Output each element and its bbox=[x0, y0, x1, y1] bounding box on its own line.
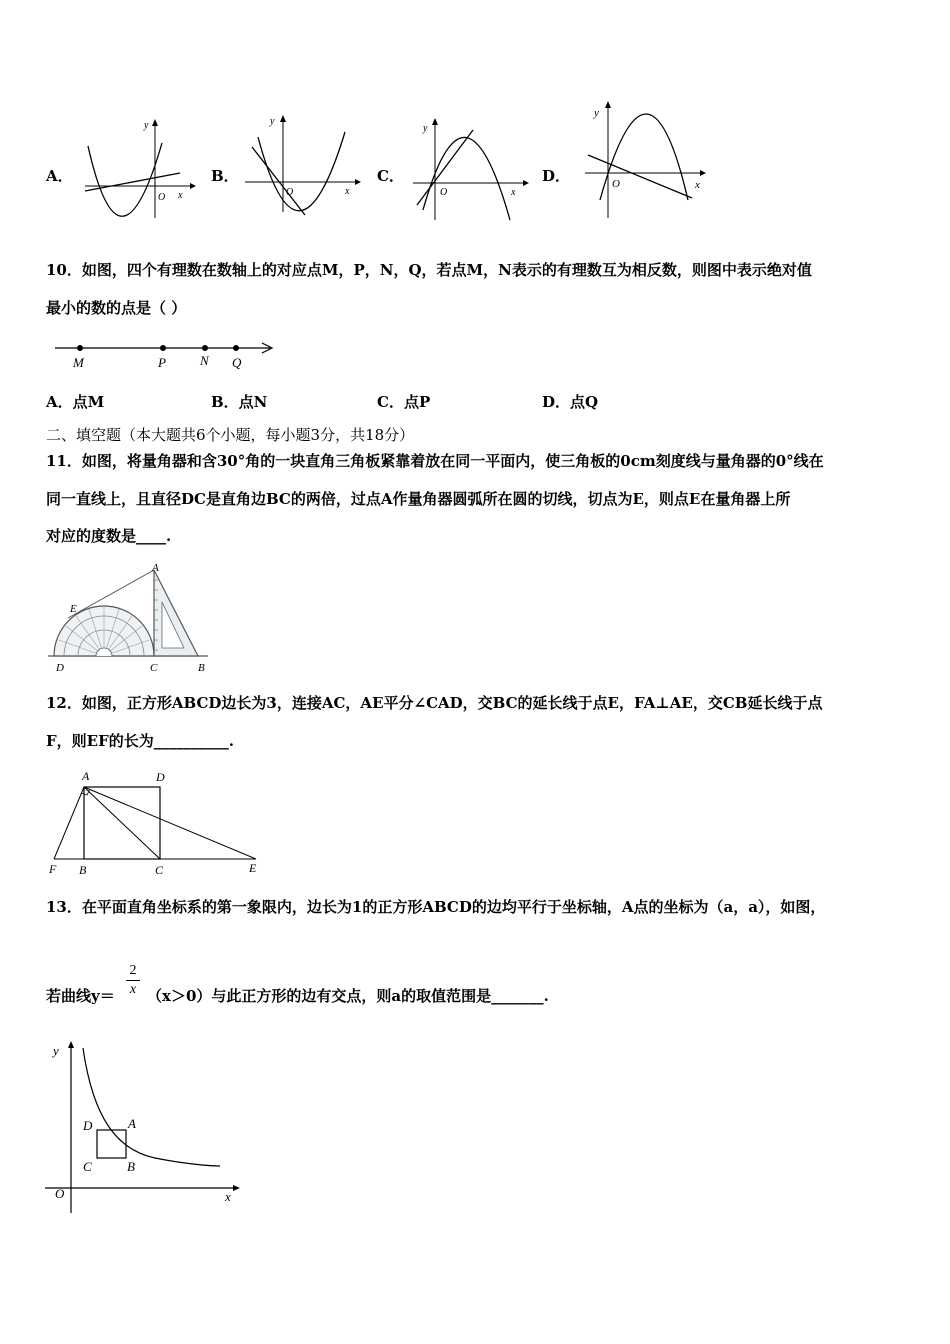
q9-c-y-label: y bbox=[423, 123, 428, 134]
q13-hyperbola-figure bbox=[45, 1038, 245, 1218]
q12-label-f: F bbox=[49, 862, 57, 876]
q10-label-p: P bbox=[158, 355, 166, 370]
q11-text-line3: 对应的度数是____. bbox=[46, 527, 172, 545]
q12-text-line2: F，则EF的长为__________. bbox=[46, 732, 234, 750]
q13-text-prefix: 若曲线y＝ bbox=[46, 987, 115, 1005]
q13-label-c: C bbox=[83, 1159, 92, 1174]
q10-text-line2: 最小的数的点是（ ） bbox=[46, 299, 187, 317]
q9-a-o-label: O bbox=[158, 192, 166, 203]
q11-text-line2: 同一直线上，且直径DC是直角边BC的两倍，过点A作量角器圆弧所在圆的切线，切点为E，则点E在量角器上所 bbox=[46, 490, 791, 508]
q12-label-c: C bbox=[155, 863, 164, 877]
q9-d-x-label: x bbox=[695, 179, 700, 191]
q10-number-line bbox=[50, 335, 280, 375]
q13-text-line1: 13．在平面直角坐标系的第一象限内，边长为1的正方形ABCD的边均平行于坐标轴，A点的坐标为（a，a），如图， bbox=[46, 898, 826, 916]
q13-label-y: y bbox=[53, 1043, 59, 1058]
q9-c-x-label: x bbox=[511, 187, 516, 198]
q12-label-d: D bbox=[156, 770, 165, 784]
q9-b-o-label: O bbox=[286, 187, 294, 198]
q12-label-a: A bbox=[82, 769, 90, 783]
q11-label-a: A bbox=[152, 562, 159, 574]
q12-label-e: E bbox=[249, 861, 257, 875]
q13-label-a: A bbox=[128, 1116, 136, 1131]
q13-fraction-denominator: x bbox=[126, 980, 140, 999]
q12-label-b: B bbox=[79, 863, 87, 877]
q10-text-line1: 10．如图，四个有理数在数轴上的对应点M，P，N，Q，若点M，N表示的有理数互为相反数，则图中表示绝对值 bbox=[46, 261, 812, 279]
q9-option-a-label: A． bbox=[46, 167, 73, 185]
q11-label-d: D bbox=[56, 662, 64, 674]
q9-b-x-label: x bbox=[345, 186, 350, 197]
q9-graph-a bbox=[80, 118, 195, 223]
q9-graph-b bbox=[240, 112, 360, 222]
q10-point-m bbox=[77, 345, 83, 351]
section2-title: 二、填空题（本大题共6个小题，每小题3分，共18分） bbox=[46, 426, 415, 444]
q10-point-p bbox=[160, 345, 166, 351]
q11-protractor-figure bbox=[48, 560, 218, 678]
q11-label-c: C bbox=[150, 662, 158, 674]
q9-option-d-label: D． bbox=[542, 167, 571, 185]
q10-option-b: B．点N bbox=[211, 393, 268, 411]
q10-label-q: Q bbox=[232, 355, 242, 370]
q11-text-line1: 11．如图，将量角器和含30°角的一块直角三角板紧靠着放在同一平面内，使三角板的0cm刻度线与量角器的0°线在 bbox=[46, 452, 824, 470]
q10-point-n bbox=[202, 345, 208, 351]
q9-graph-c bbox=[405, 115, 530, 225]
q9-b-y-label: y bbox=[270, 116, 275, 127]
q11-label-b: B bbox=[198, 662, 205, 674]
q11-label-e: E bbox=[70, 603, 77, 615]
q12-square-figure bbox=[46, 765, 266, 880]
q9-d-y-label: y bbox=[594, 107, 599, 119]
q9-graph-d bbox=[580, 100, 710, 222]
q13-label-x: x bbox=[225, 1189, 231, 1204]
q12-text-line1: 12．如图，正方形ABCD边长为3，连接AC，AE平分∠CAD，交BC的延长线于点E，FA⊥AE，交CB延长线于点 bbox=[46, 694, 823, 712]
q10-label-n: N bbox=[200, 353, 209, 368]
q9-c-o-label: O bbox=[440, 187, 448, 198]
q13-text-suffix: （x＞0）与此正方形的边有交点，则a的取值范围是_______. bbox=[147, 987, 549, 1005]
q10-option-c: C．点P bbox=[377, 393, 431, 411]
q9-option-c-label: C． bbox=[377, 167, 404, 185]
q10-option-d: D．点Q bbox=[542, 393, 599, 411]
q10-option-a: A．点M bbox=[46, 393, 105, 411]
q9-a-y-label: y bbox=[144, 120, 149, 131]
q9-option-b-label: B． bbox=[211, 167, 239, 185]
q10-point-q bbox=[233, 345, 239, 351]
q13-fraction bbox=[126, 962, 140, 999]
q9-d-o-label: O bbox=[612, 178, 620, 190]
q10-label-m: M bbox=[73, 355, 84, 370]
q13-label-b: B bbox=[127, 1159, 135, 1174]
q9-a-x-label: x bbox=[178, 190, 183, 201]
q13-fraction-numerator: 2 bbox=[129, 963, 137, 978]
q13-label-o: O bbox=[55, 1186, 65, 1201]
q13-label-d: D bbox=[83, 1118, 93, 1133]
